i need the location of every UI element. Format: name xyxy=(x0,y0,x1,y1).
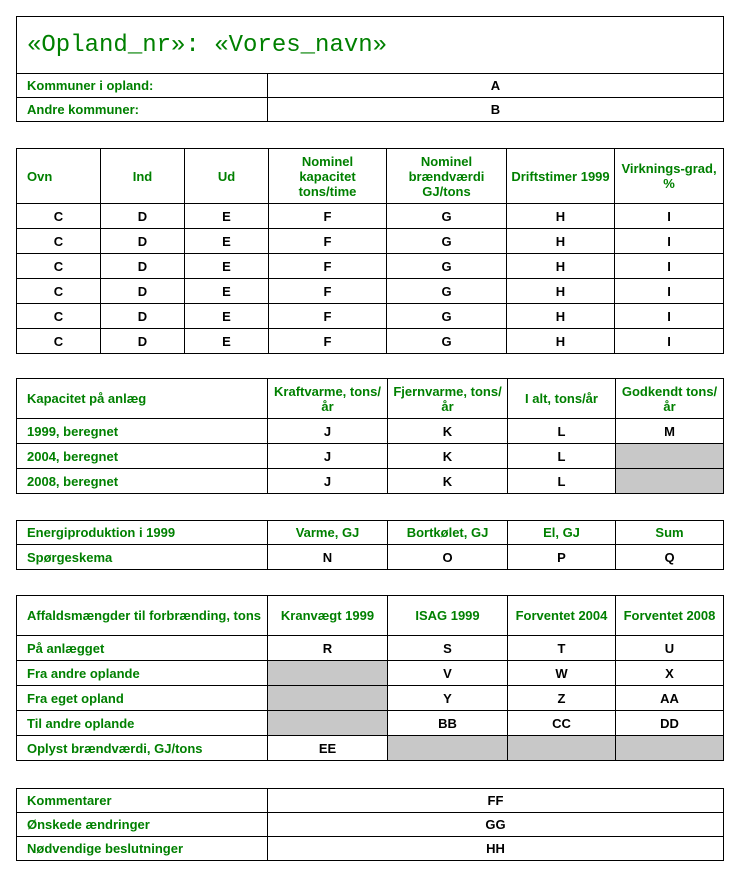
energi-header-1: Varme, GJ xyxy=(268,521,388,545)
kapacitet-cell: K xyxy=(388,419,508,444)
kapacitet-cell: K xyxy=(388,469,508,494)
ovn-cell: E xyxy=(185,229,269,254)
table-row xyxy=(17,636,724,661)
noedvendige-beslutninger-value: HH xyxy=(268,837,724,861)
ovn-header-0: Ovn xyxy=(17,149,101,204)
ovn-cell: E xyxy=(185,304,269,329)
table-row xyxy=(17,279,724,304)
energi-cell: Q xyxy=(616,545,724,570)
kapacitet-cell: J xyxy=(268,469,388,494)
ovn-cell: C xyxy=(17,279,101,304)
kapacitet-header-0: Kapacitet på anlæg xyxy=(17,379,268,419)
energi-header-3: El, GJ xyxy=(508,521,616,545)
affald-cell: U xyxy=(616,636,724,661)
table-row xyxy=(17,329,724,354)
affald-empty-cell xyxy=(268,661,388,686)
energi-cell: P xyxy=(508,545,616,570)
kapacitet-header-1: Kraftvarme, tons/år xyxy=(268,379,388,419)
oenskede-aendringer-value: GG xyxy=(268,813,724,837)
kommuner-label: Kommuner i opland: xyxy=(17,74,268,98)
kapacitet-empty-cell xyxy=(616,469,724,494)
energi-header-2: Bortkølet, GJ xyxy=(388,521,508,545)
affald-empty-cell xyxy=(508,736,616,761)
affald-cell: X xyxy=(616,661,724,686)
kapacitet-cell: J xyxy=(268,419,388,444)
ovn-cell: D xyxy=(101,329,185,354)
affald-cell: EE xyxy=(268,736,388,761)
ovn-cell: D xyxy=(101,279,185,304)
ovn-cell: E xyxy=(185,204,269,229)
energi-cell: O xyxy=(388,545,508,570)
affald-row-label: Fra andre oplande xyxy=(17,661,268,686)
affald-header-2: ISAG 1999 xyxy=(388,596,508,636)
affald-row-label: Til andre oplande xyxy=(17,711,268,736)
table-row xyxy=(17,469,724,494)
table-row xyxy=(17,545,724,570)
table-row xyxy=(17,813,724,837)
affald-row-label: Oplyst brændværdi, GJ/tons xyxy=(17,736,268,761)
ovn-header-2: Ud xyxy=(185,149,269,204)
ovn-cell: G xyxy=(387,254,507,279)
table-row xyxy=(17,304,724,329)
ovn-header-4: Nominel brændværdi GJ/tons xyxy=(387,149,507,204)
ovn-cell: C xyxy=(17,304,101,329)
ovn-header-1: Ind xyxy=(101,149,185,204)
table-row xyxy=(17,837,724,861)
kapacitet-cell: M xyxy=(616,419,724,444)
affald-table xyxy=(16,595,724,761)
page-title: «Opland_nr»: «Vores_navn» xyxy=(17,17,724,74)
ovn-cell: D xyxy=(101,229,185,254)
kapacitet-cell: L xyxy=(508,444,616,469)
affald-cell: V xyxy=(388,661,508,686)
affald-cell: Y xyxy=(388,686,508,711)
kapacitet-row-label: 2004, beregnet xyxy=(17,444,268,469)
ovn-cell: E xyxy=(185,254,269,279)
energi-table xyxy=(16,520,724,570)
affald-header-0: Affaldsmængder til forbrænding, tons xyxy=(17,596,268,636)
affald-header-3: Forventet 2004 xyxy=(508,596,616,636)
affald-cell: BB xyxy=(388,711,508,736)
ovn-header-3: Nominel kapacitet tons/time xyxy=(269,149,387,204)
ovn-cell: H xyxy=(507,279,615,304)
kommentarer-label: Kommentarer xyxy=(17,789,268,813)
ovn-cell: I xyxy=(615,329,724,354)
kommentar-table xyxy=(16,788,724,861)
ovn-cell: I xyxy=(615,279,724,304)
oenskede-aendringer-label: Ønskede ændringer xyxy=(17,813,268,837)
ovn-cell: D xyxy=(101,304,185,329)
affald-empty-cell xyxy=(268,686,388,711)
affald-cell: CC xyxy=(508,711,616,736)
energi-header-4: Sum xyxy=(616,521,724,545)
affald-cell: S xyxy=(388,636,508,661)
kapacitet-cell: J xyxy=(268,444,388,469)
affald-header-4: Forventet 2008 xyxy=(616,596,724,636)
kapacitet-cell: K xyxy=(388,444,508,469)
ovn-cell: C xyxy=(17,229,101,254)
affald-cell: T xyxy=(508,636,616,661)
ovn-cell: G xyxy=(387,279,507,304)
table-row xyxy=(17,229,724,254)
table-row xyxy=(17,661,724,686)
table-row xyxy=(17,204,724,229)
kapacitet-cell: L xyxy=(508,419,616,444)
ovn-cell: I xyxy=(615,229,724,254)
ovn-cell: F xyxy=(269,279,387,304)
affald-empty-cell xyxy=(268,711,388,736)
kapacitet-cell: L xyxy=(508,469,616,494)
kapacitet-header-2: Fjernvarme, tons/år xyxy=(388,379,508,419)
ovn-cell: D xyxy=(101,254,185,279)
kapacitet-row-label: 1999, beregnet xyxy=(17,419,268,444)
andre-kommuner-label: Andre kommuner: xyxy=(17,98,268,122)
energi-header-0: Energiproduktion i 1999 xyxy=(17,521,268,545)
ovn-cell: D xyxy=(101,204,185,229)
ovn-cell: E xyxy=(185,329,269,354)
table-row xyxy=(17,789,724,813)
energi-cell: N xyxy=(268,545,388,570)
ovn-cell: H xyxy=(507,229,615,254)
kapacitet-empty-cell xyxy=(616,444,724,469)
ovn-cell: G xyxy=(387,204,507,229)
kommentarer-value: FF xyxy=(268,789,724,813)
kapacitet-header-4: Godkendt tons/år xyxy=(616,379,724,419)
ovn-cell: F xyxy=(269,229,387,254)
ovn-cell: H xyxy=(507,329,615,354)
andre-kommuner-value: B xyxy=(268,98,724,122)
table-row xyxy=(17,444,724,469)
noedvendige-beslutninger-label: Nødvendige beslutninger xyxy=(17,837,268,861)
ovn-cell: F xyxy=(269,254,387,279)
ovn-cell: F xyxy=(269,204,387,229)
affald-cell: Z xyxy=(508,686,616,711)
table-row xyxy=(17,736,724,761)
kapacitet-table xyxy=(16,378,724,494)
ovn-table xyxy=(16,148,724,354)
affald-empty-cell xyxy=(616,736,724,761)
ovn-header-5: Driftstimer 1999 xyxy=(507,149,615,204)
ovn-cell: H xyxy=(507,304,615,329)
ovn-cell: F xyxy=(269,304,387,329)
affald-row-label: Fra eget opland xyxy=(17,686,268,711)
table-row xyxy=(17,254,724,279)
ovn-cell: I xyxy=(615,254,724,279)
ovn-header-6: Virknings-grad, % xyxy=(615,149,724,204)
ovn-cell: C xyxy=(17,329,101,354)
ovn-cell: I xyxy=(615,304,724,329)
kommuner-value: A xyxy=(268,74,724,98)
affald-cell: W xyxy=(508,661,616,686)
kapacitet-row-label: 2008, beregnet xyxy=(17,469,268,494)
table-row xyxy=(17,711,724,736)
affald-cell: R xyxy=(268,636,388,661)
ovn-cell: H xyxy=(507,254,615,279)
ovn-cell: I xyxy=(615,204,724,229)
affald-empty-cell xyxy=(388,736,508,761)
affald-header-1: Kranvægt 1999 xyxy=(268,596,388,636)
affald-cell: AA xyxy=(616,686,724,711)
header-table xyxy=(16,16,724,122)
ovn-cell: E xyxy=(185,279,269,304)
ovn-cell: F xyxy=(269,329,387,354)
table-row xyxy=(17,419,724,444)
ovn-cell: G xyxy=(387,229,507,254)
ovn-cell: G xyxy=(387,329,507,354)
ovn-cell: H xyxy=(507,204,615,229)
energi-row-label: Spørgeskema xyxy=(17,545,268,570)
affald-row-label: På anlægget xyxy=(17,636,268,661)
affald-cell: DD xyxy=(616,711,724,736)
ovn-cell: G xyxy=(387,304,507,329)
kapacitet-header-3: I alt, tons/år xyxy=(508,379,616,419)
ovn-cell: C xyxy=(17,204,101,229)
ovn-cell: C xyxy=(17,254,101,279)
table-row xyxy=(17,686,724,711)
